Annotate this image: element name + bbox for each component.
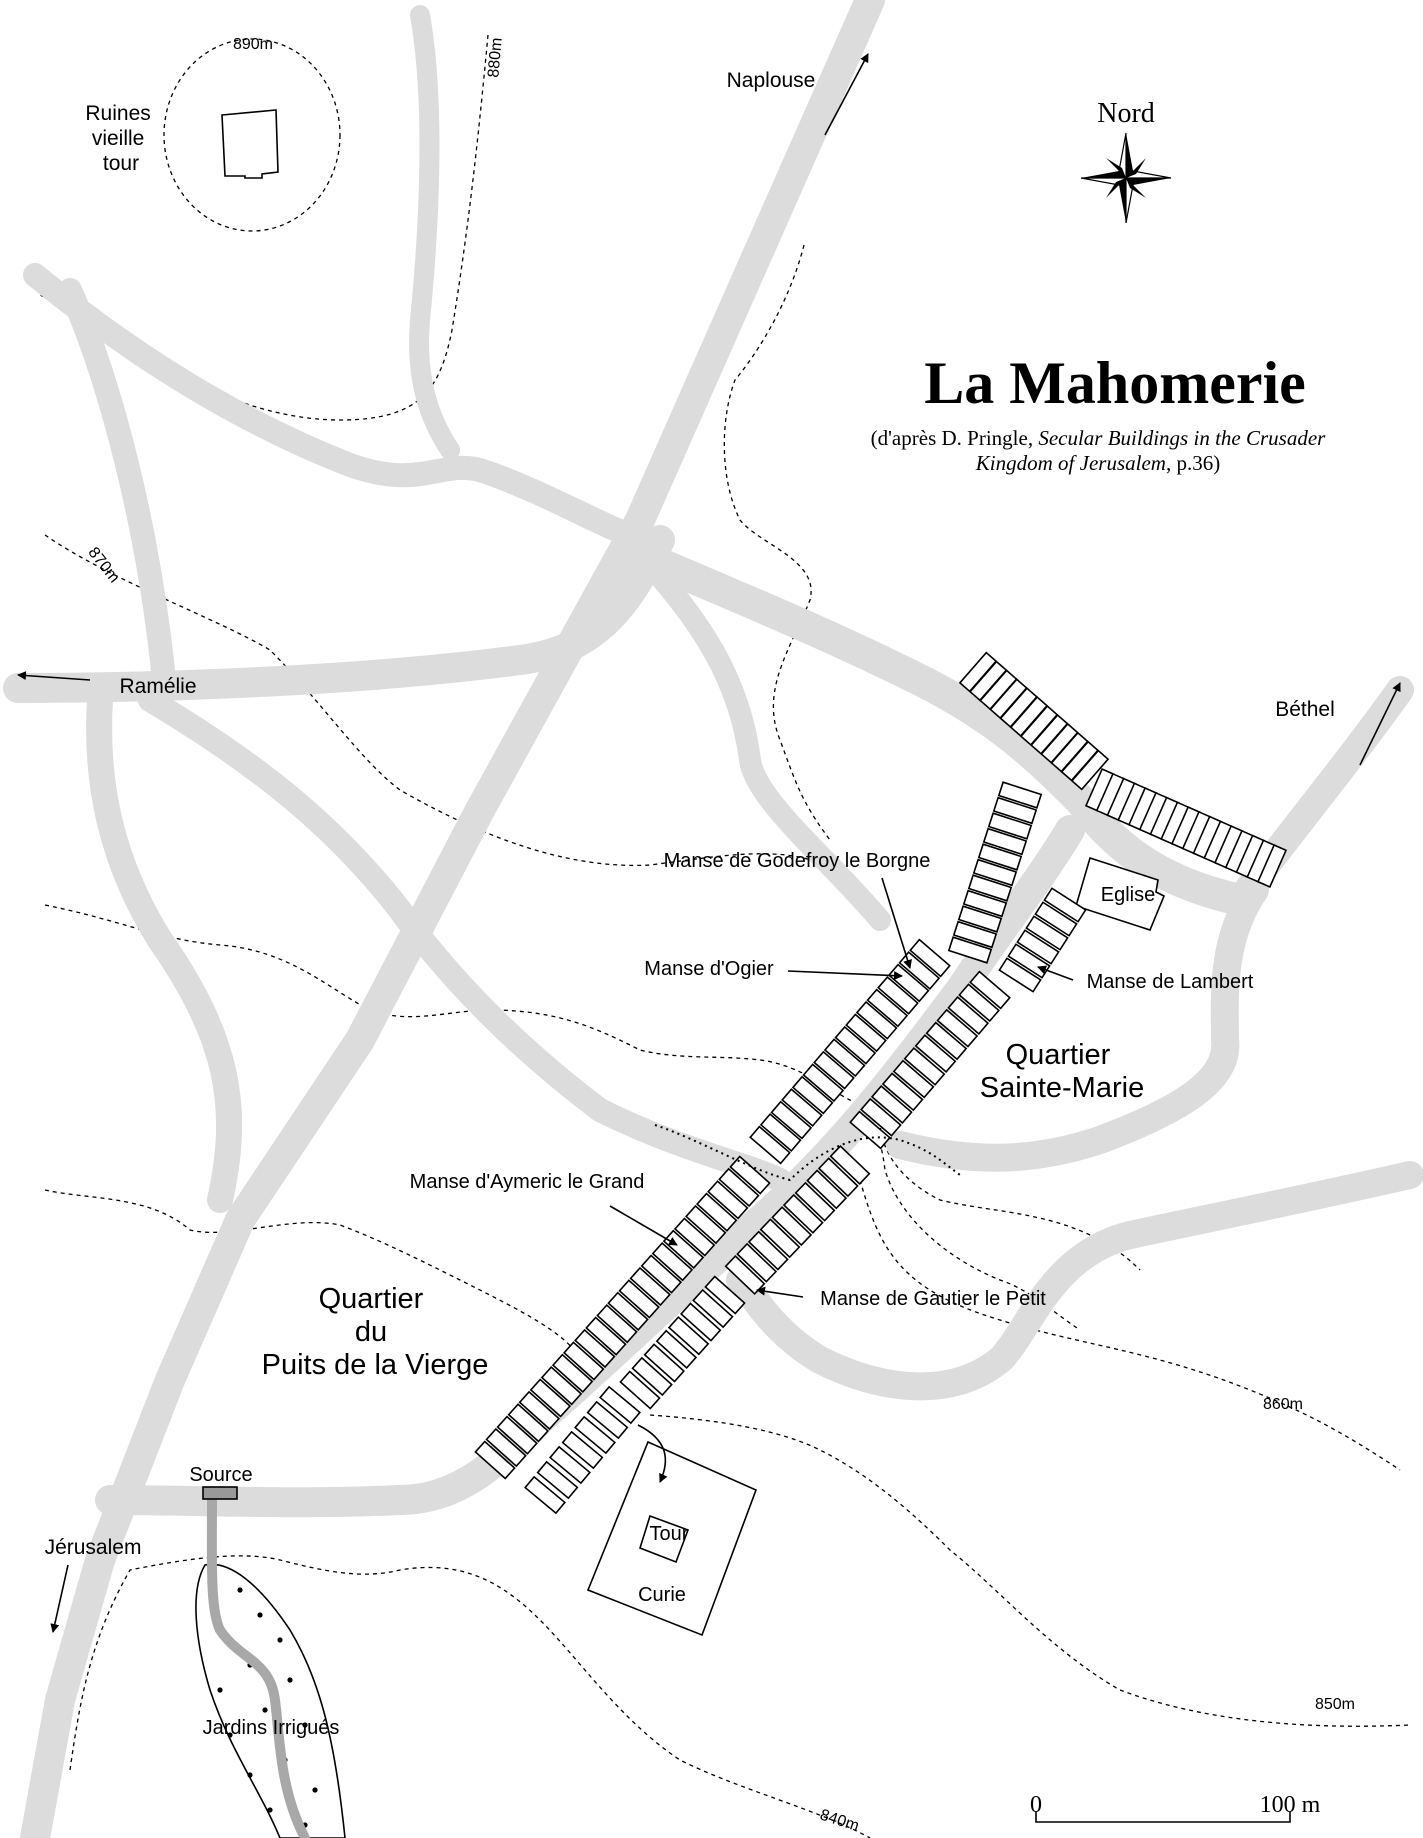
label-manse-godefroy: Manse de Godefroy le Borgne xyxy=(663,850,931,872)
road-ramelie-east xyxy=(150,700,780,1180)
north-label: Nord xyxy=(1097,98,1155,129)
label-jardins: Jardins Irrigués xyxy=(202,1717,340,1739)
label-contour-840: 840m xyxy=(817,1806,862,1835)
sainte-marie-line-2: Sainte-Marie xyxy=(979,1072,1145,1104)
label-source: Source xyxy=(189,1464,253,1486)
label-contour-860: 860m xyxy=(1262,1396,1304,1413)
label-manse-gautier: Manse de Gautier le Petit xyxy=(820,1288,1046,1310)
sainte-marie-line-1: Quartier xyxy=(1005,1039,1111,1071)
road-bethel xyxy=(640,555,1240,900)
label-ramelie: Ramélie xyxy=(119,675,197,698)
label-manse-ogier: Manse d'Ogier xyxy=(644,958,774,980)
label-ruins xyxy=(85,102,156,175)
map-subtitle-line1 xyxy=(871,426,1326,450)
scale-line xyxy=(1036,1812,1290,1822)
irrigated-gardens xyxy=(196,1487,345,1838)
contour-850 xyxy=(650,1415,1410,1726)
ruins-tower xyxy=(222,110,278,178)
map-title: La Mahomerie xyxy=(924,350,1306,416)
label-contour-890: 890m xyxy=(232,36,274,53)
ruins-line-2: vieille xyxy=(91,127,145,150)
road-north-spur xyxy=(419,15,450,450)
subtitle-italic-2: Kingdom of Jerusalem xyxy=(975,451,1166,475)
puits-line-3: Puits de la Vierge xyxy=(261,1349,489,1381)
label-manse-lambert: Manse de Lambert xyxy=(1086,971,1254,993)
label-contour-880: 880m xyxy=(485,36,506,79)
label-contour-850: 850m xyxy=(1314,1696,1356,1713)
puits-line-2: du xyxy=(354,1316,388,1348)
arrow-jerusalem xyxy=(53,1565,68,1632)
road-southwest-loop xyxy=(99,700,229,1200)
arrow-aymeric xyxy=(610,1206,677,1245)
label-quartier-puits xyxy=(262,1283,489,1381)
eglise-label: Eglise xyxy=(1100,884,1156,906)
ruins-line-1: Ruines xyxy=(85,102,151,125)
compass-e xyxy=(1126,178,1171,185)
ruins-line-3: tour xyxy=(102,152,140,175)
curie-label: Curie xyxy=(638,1584,686,1606)
road-village-main xyxy=(110,830,1070,1502)
label-jerusalem: Jérusalem xyxy=(44,1536,142,1559)
arrow-ogier xyxy=(788,971,902,976)
compass-w xyxy=(1081,171,1126,178)
label-bethel: Béthel xyxy=(1275,698,1335,721)
label-quartier-sainte-marie xyxy=(980,1039,1144,1104)
scale-bar xyxy=(1030,1792,1321,1822)
contour-850-mid xyxy=(45,1190,580,1360)
label-contour-870: 870m xyxy=(84,544,123,587)
source-spring xyxy=(203,1487,237,1499)
subtitle-suffix: , p.36) xyxy=(1165,451,1221,475)
label-naplouse: Naplouse xyxy=(726,69,816,92)
curie xyxy=(588,1442,756,1635)
contour-840 xyxy=(70,1556,870,1838)
subtitle-prefix: (d'après D. Pringle, xyxy=(870,426,1039,450)
scale-start: 0 xyxy=(1030,1792,1042,1818)
tour-label: Tour xyxy=(649,1523,689,1545)
compass-rose xyxy=(1081,133,1171,223)
label-manse-aymeric: Manse d'Aymeric le Grand xyxy=(409,1171,645,1193)
scale-end: 100 m xyxy=(1259,1792,1321,1818)
puits-line-1: Quartier xyxy=(318,1283,424,1315)
road-east-lower xyxy=(740,1175,1410,1386)
subtitle-italic-1: Secular Buildings in the Crusader xyxy=(1038,426,1326,450)
map-subtitle-line2 xyxy=(975,451,1220,475)
